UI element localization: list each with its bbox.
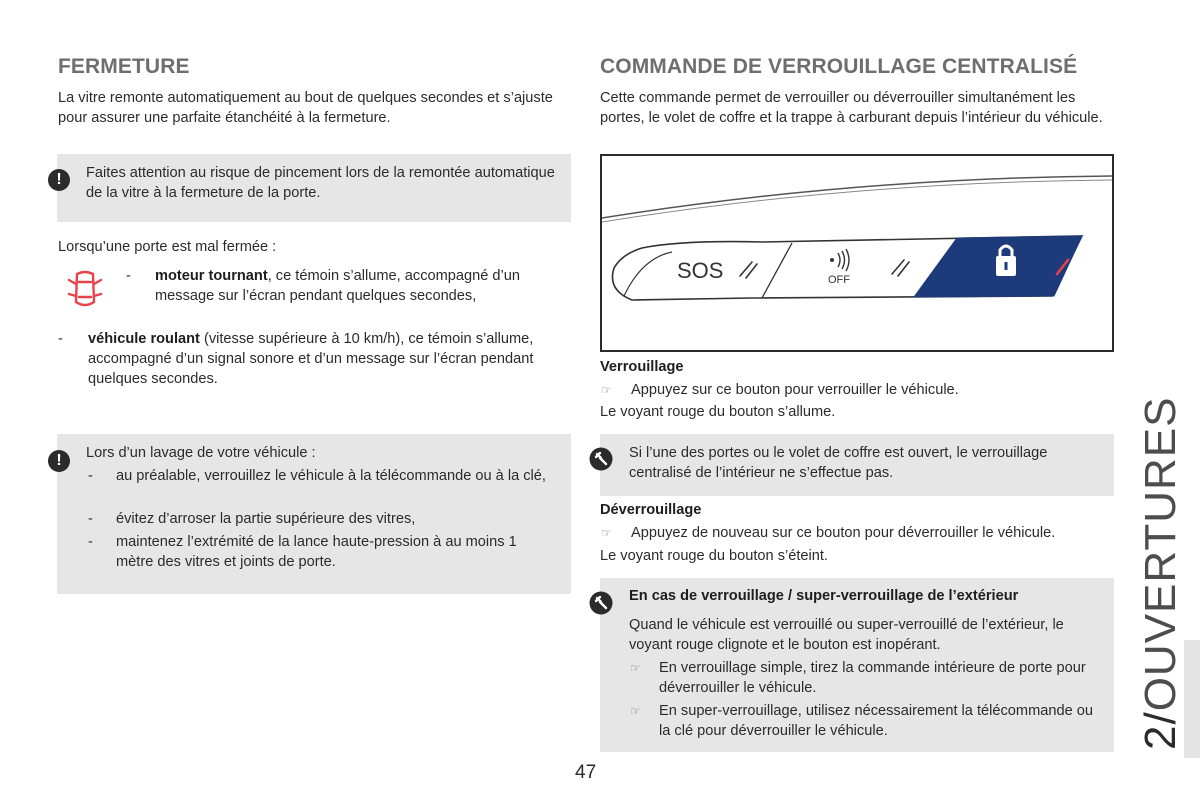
pointer-hand-icon: ☞ <box>601 383 612 397</box>
door-open-intro: Lorsqu’une porte est mal fermée : <box>58 239 277 255</box>
page-number: 47 <box>575 762 597 783</box>
lock-note: Le voyant rouge du bouton s’allume. <box>600 404 836 420</box>
pointer-hand-icon: ☞ <box>601 526 612 540</box>
lock-heading-text: Verrouillage <box>600 359 684 375</box>
pointer-hand-icon: ☞ <box>630 704 641 718</box>
lock-step: Appuyez sur ce bouton pour verrouiller le véhicule. <box>631 382 959 398</box>
central-locking-intro: Cette commande permet de verrouiller ou déverrouiller simultanément les portes, le volet de coffre et la trappe à carburant depuis l’intérieur du véhicule. <box>600 90 1103 126</box>
exterior-lock-item: En super-verrouillage, utilisez nécessairement la télécommande ou la clé pour déverrouiller le véhicule. <box>659 703 1093 739</box>
sos-label: SOS <box>677 258 724 283</box>
unlock-heading <box>600 500 701 520</box>
unlock-step: Appuyez de nouveau sur ce bouton pour déverrouiller le véhicule. <box>631 525 1056 541</box>
door-item-engine-running <box>155 266 565 306</box>
dashboard-drawing <box>602 156 1112 350</box>
door-item-engine-text: , ce témoin s’allume, accompagné d’un message sur l’écran pendant quelques secondes, <box>155 268 520 304</box>
door-item-driving-bold: véhicule roulant <box>88 331 200 347</box>
bullet-dash: - <box>126 268 131 284</box>
exterior-lock-heading <box>629 586 1109 606</box>
warning-pinch-text: Faites attention au risque de pincement lors de la remontée automatique de la vitre à la fermeture de la porte. <box>86 165 555 201</box>
chapter-label <box>1136 396 1186 750</box>
lock-button-illustration <box>600 154 1114 352</box>
chapter-number: 2/ <box>1136 711 1185 750</box>
lock-heading <box>600 357 684 377</box>
exterior-lock-heading-text: En cas de verrouillage / super-verrouillage de l’extérieur <box>629 588 1019 604</box>
exterior-lock-item: En verrouillage simple, tirez la commande intérieure de porte pour déverrouiller le véhicule. <box>659 660 1086 696</box>
door-open-warning-icon <box>64 268 106 312</box>
chapter-title: OUVERTURES <box>1136 396 1185 712</box>
washing-item: maintenez l’extrémité de la lance haute-pression à au moins 1 mètre des vitres et joints de porte. <box>116 534 517 570</box>
unlock-note: Le voyant rouge du bouton s’éteint. <box>600 548 828 564</box>
section-title-fermeture: FERMETURE <box>58 55 190 78</box>
info-wrench-icon <box>589 591 613 615</box>
info-wrench-icon <box>589 447 613 471</box>
fermeture-intro: La vitre remonte automatiquement au bout de quelques secondes et s’ajuste pour assurer une parfaite étanchéité à la fermeture. <box>58 90 553 126</box>
bullet-dash: - <box>88 511 93 527</box>
chapter-tab <box>1184 640 1200 758</box>
door-item-engine-bold: moteur tournant <box>155 268 268 284</box>
off-label: OFF <box>828 274 850 286</box>
warning-icon: ! <box>48 169 70 191</box>
bullet-dash: - <box>58 331 63 347</box>
info-doors-open-text: Si l’une des portes ou le volet de coffre est ouvert, le verrouillage centralisé de l’intérieur ne s’effectue pas. <box>629 445 1048 481</box>
door-item-driving-text: (vitesse supérieure à 10 km/h), ce témoin s’allume, accompagné d’un signal sonore et d’un message sur l’écran pendant quelques secondes. <box>88 331 534 387</box>
pointer-hand-icon: ☞ <box>630 661 641 675</box>
bullet-dash: - <box>88 468 93 484</box>
washing-item: évitez d’arroser la partie supérieure des vitres, <box>116 511 416 527</box>
warning-icon: ! <box>48 450 70 472</box>
door-item-driving <box>88 329 548 389</box>
unlock-heading-text: Déverrouillage <box>600 502 702 518</box>
bullet-dash: - <box>88 534 93 550</box>
washing-intro: Lors d’un lavage de votre véhicule : <box>86 445 316 461</box>
washing-item: au préalable, verrouillez le véhicule à la télécommande ou à la clé, <box>116 468 546 484</box>
section-title-central-locking: COMMANDE DE VERROUILLAGE CENTRALISÉ <box>600 55 1078 78</box>
exterior-lock-text: Quand le véhicule est verrouillé ou super-verrouillé de l’extérieur, le voyant rouge clignote et le bouton est inopérant. <box>629 617 1064 653</box>
